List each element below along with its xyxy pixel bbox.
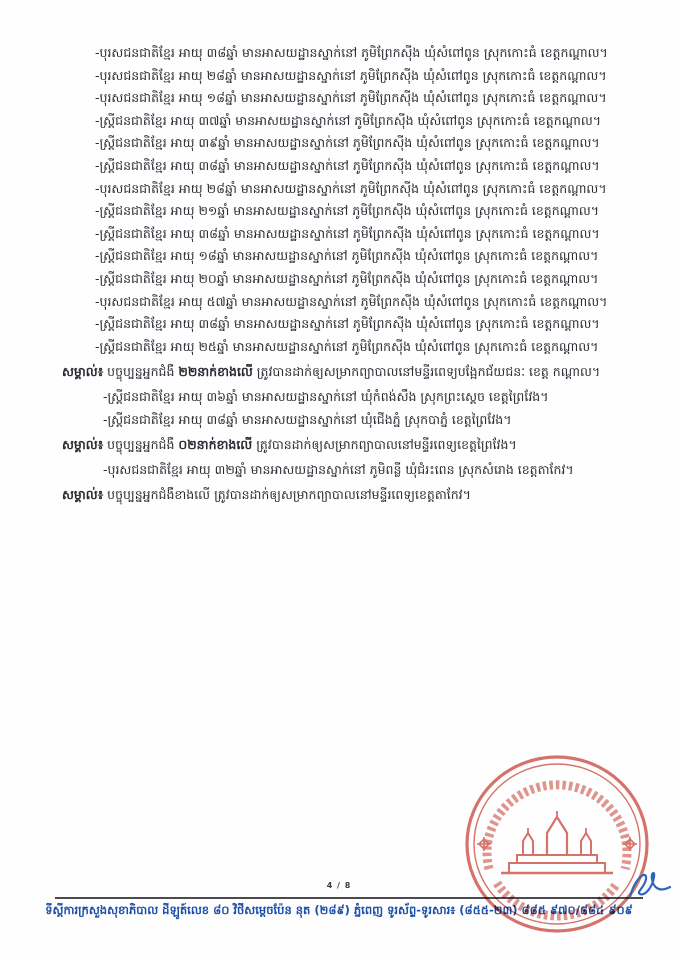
page-body [62,42,622,507]
page-number: 4 / 8 [326,881,352,890]
footer-divider [55,897,643,899]
note-text-pre: បច្ចុប្បន្នអ្នកជំងឺ [103,364,179,380]
patient-record-text: -បុរសជនជាតិខ្មែរ អាយុ ១៨ឆ្នាំ មានអាសយដ្ឋានស្នាក់នៅ ភូមិព្រែកស៊ីង ឃុំសំពៅពូន ស្រុកកោះធំ ខេត្តកណ្ដាល។ [95,90,607,106]
patient-record-line [95,200,622,223]
patient-record-line [95,65,622,88]
patient-record-line [103,386,622,409]
patient-record-text: -បុរសជនជាតិខ្មែរ អាយុ ៣២ឆ្នាំ មានអាសយដ្ឋានស្នាក់នៅ ភូមិពន្លី ឃុំជំរះពេន ស្រុកសំរោង ខេត្តតាកែវ។ [103,461,574,477]
patient-record-text: -ស្ត្រីជនជាតិខ្មែរ អាយុ ២១ឆ្នាំ មានអាសយដ្ឋានស្នាក់នៅ ភូមិព្រែកស៊ីង ឃុំសំពៅពូន ស្រុកកោះធំ ខេត្តកណ្ដាល។ [95,203,600,219]
patient-record-line [95,313,622,336]
note-text-post: ត្រូវបានដាក់ឲ្យសម្រាកព្យាបាលនៅមន្ទីរពេទ្យខេត្តព្រៃវែង។ [252,437,517,453]
patient-record-line [103,459,622,482]
patient-list-prey-veng [103,386,622,431]
patient-list-takeo [103,459,622,482]
note-text-pre: បច្ចុប្បន្នអ្នកជំងឺខាងលើ [103,487,215,503]
patient-record-line [95,42,622,65]
patient-record-text: -ស្ត្រីជនជាតិខ្មែរ អាយុ ៣៨ឆ្នាំ មានអាសយដ្ឋានស្នាក់នៅ ភូមិព្រែកស៊ីង ឃុំសំពៅពូន ស្រុកកោះធំ ខេត្តកណ្ដាល។ [95,157,600,173]
patient-record-text: -បុរសជនជាតិខ្មែរ អាយុ ២៨ឆ្នាំ មានអាសយដ្ឋានស្នាក់នៅ ភូមិព្រែកស៊ីង ឃុំសំពៅពូន ស្រុកកោះធំ ខេត្តកណ្ដាល។ [95,180,607,196]
patient-record-line [95,110,622,133]
note-patient-count: ២២នាក់ខាងលើ [178,364,253,380]
patient-record-line [95,291,622,314]
patient-record-line [95,87,622,110]
patient-record-text: -ស្ត្រីជនជាតិខ្មែរ អាយុ ១៨ឆ្នាំ មានអាសយដ្ឋានស្នាក់នៅ ភូមិព្រែកស៊ីង ឃុំសំពៅពូន ស្រុកកោះធំ ខេត្តកណ្ដាល។ [95,248,599,264]
patient-record-line [95,132,622,155]
patient-record-text: -ស្ត្រីជនជាតិខ្មែរ អាយុ ២០ឆ្នាំ មានអាសយដ្ឋានស្នាក់នៅ ភូមិព្រែកស៊ីង ឃុំសំពៅពូន ស្រុកកោះធំ ខេត្តកណ្ដាល។ [95,270,599,286]
patient-record-text: -ស្ត្រីជនជាតិខ្មែរ អាយុ ២៥ឆ្នាំ មានអាសយដ្ឋានស្នាក់នៅ ភូមិព្រែកស៊ីង ឃុំសំពៅពូន ស្រុកកោះធំ ខេត្តកណ្ដាល។ [95,338,599,354]
note-patient-count: ០២នាក់ខាងលើ [178,437,253,453]
note-prey-veng [62,434,622,457]
patient-record-line [95,178,622,201]
patient-record-text: -ស្ត្រីជនជាតិខ្មែរ អាយុ ៣៨ឆ្នាំ មានអាសយដ្ឋានស្នាក់នៅ ភូមិព្រែកស៊ីង ឃុំសំពៅពូន ស្រុកកោះធំ ខេត្តកណ្ដាល។ [95,316,600,332]
patient-record-line [95,223,622,246]
note-text-post: ត្រូវបានដាក់ឲ្យសម្រាកព្យាបាលនៅមន្ទីរពេទ្យបង្អែកជ័យជនៈ ខេត្ត កណ្ដាល។ [252,364,601,380]
patient-record-text: -ស្ត្រីជនជាតិខ្មែរ អាយុ ៣៦ឆ្នាំ មានអាសយដ្ឋានស្នាក់នៅ ឃុំកំពង់សឹង ស្រុកព្រះស្ដេច ខេត្តព្រៃវែង។ [103,388,549,404]
patient-record-line [95,155,622,178]
patient-record-text: -ស្ត្រីជនជាតិខ្មែរ អាយុ ៣៨ឆ្នាំ មានអាសយដ្ឋានស្នាក់នៅ ភូមិព្រែកស៊ីង ឃុំសំពៅពូន ស្រុកកោះធំ ខេត្តកណ្ដាល។ [95,225,600,241]
patient-record-text: -ស្ត្រីជនជាតិខ្មែរ អាយុ ៣៨ឆ្នាំ មានអាសយដ្ឋានស្នាក់នៅ ឃុំជើងភ្នំ ស្រុកបាភ្នំ ខេត្តព្រៃវែង។ [103,411,512,427]
note-label: សម្គាល់៖ [62,487,104,503]
patient-record-text: -បុរសជនជាតិខ្មែរ អាយុ ២៨ឆ្នាំ មានអាសយដ្ឋានស្នាក់នៅ ភូមិព្រែកស៊ីង ឃុំសំពៅពូន ស្រុកកោះធំ ខេត្តកណ្ដាល។ [95,67,607,83]
patient-record-line [103,409,622,432]
patient-record-line [95,336,622,359]
note-kandal [62,361,622,384]
note-text-post: ត្រូវបានដាក់ឲ្យសម្រាកព្យាបាលនៅមន្ទីរពេទ្យខេត្តតាកែវ។ [214,487,471,503]
note-label: សម្គាល់៖ [62,364,104,380]
note-label: សម្គាល់៖ [62,437,104,453]
patient-record-text: -បុរសជនជាតិខ្មែរ អាយុ ៥៧ឆ្នាំ មានអាសយដ្ឋានស្នាក់នៅ ភូមិព្រែកស៊ីង ឃុំសំពៅពូន ស្រុកកោះធំ ខេត្តកណ្ដាល។ [95,293,608,309]
patient-record-line [95,245,622,268]
note-text-pre: បច្ចុប្បន្នអ្នកជំងឺ [103,437,179,453]
patient-record-text: -ស្ត្រីជនជាតិខ្មែរ អាយុ ៣៩ឆ្នាំ មានអាសយដ្ឋានស្នាក់នៅ ភូមិព្រែកស៊ីង ឃុំសំពៅពូន ស្រុកកោះធំ ខេត្តកណ្ដាល។ [95,135,600,151]
patient-list-kandal [95,42,622,358]
ministry-footer-address: ទីស្ដីការក្រសួងសុខាភិបាល ដីឡូត៍លេខ ៨០ វិថីសម្ដេចប៉ែន នុត (២៨៩) ភ្នំពេញ ទូរស័ព្ទ-ទូរសារ៖ (៨៥៥-២៣) ៨៨៥ ៩៧០/៨៨៤ ៩០៩ [45,903,633,917]
patient-record-text: -បុរសជនជាតិខ្មែរ អាយុ ៣៨ឆ្នាំ មានអាសយដ្ឋានស្នាក់នៅ ភូមិព្រែកស៊ីង ឃុំសំពៅពូន ស្រុកកោះធំ ខេត្តកណ្ដាល។ [95,45,608,60]
patient-record-text: -ស្ត្រីជនជាតិខ្មែរ អាយុ ៣៧ឆ្នាំ មានអាសយដ្ឋានស្នាក់នៅ ភូមិព្រែកស៊ីង ឃុំសំពៅពូន ស្រុកកោះធំ ខេត្តកណ្ដាល។ [95,112,602,128]
note-takeo [62,484,622,507]
patient-record-line [95,268,622,291]
